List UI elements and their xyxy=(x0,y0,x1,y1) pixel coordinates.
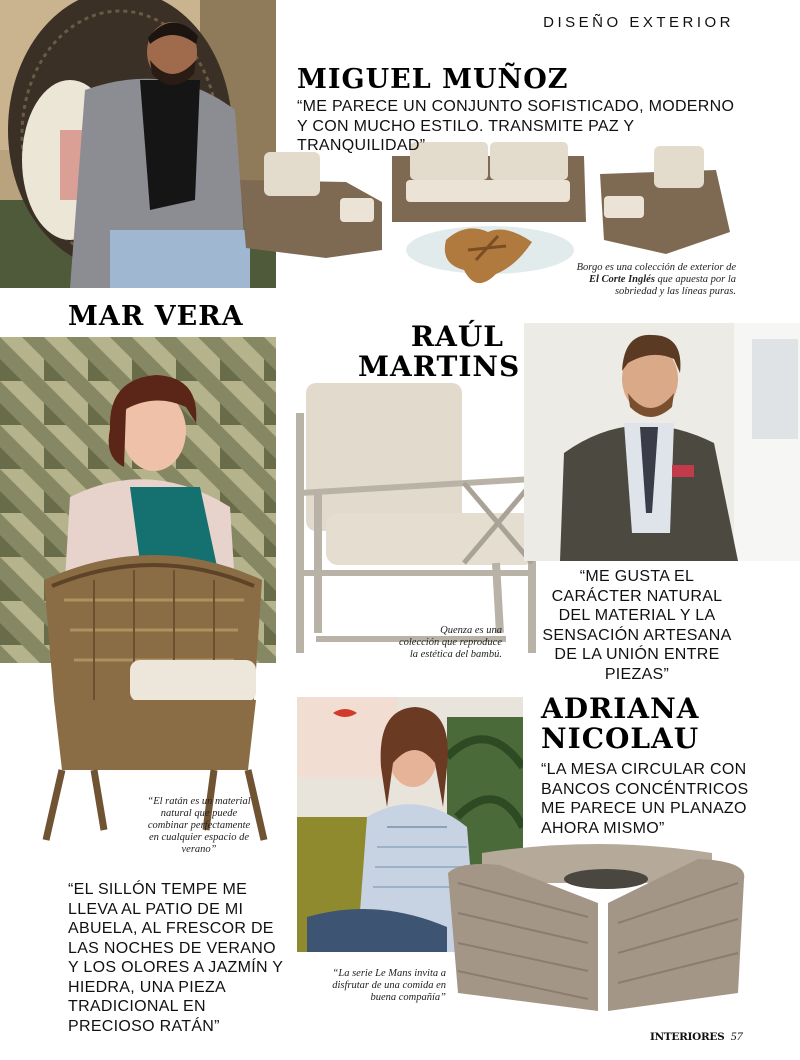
raul-martins-photo xyxy=(524,323,800,561)
miguel-munoz-name: MIGUEL MUÑOZ xyxy=(297,64,569,95)
miguel-munoz-photo xyxy=(0,0,276,288)
adriana-nicolau-name xyxy=(541,694,699,754)
magazine-name: INTERIORES xyxy=(650,1031,725,1043)
adriana-nicolau-quote: “LA MESA CIRCULAR CON BANCOS CONCÉNTRICOS ME PARECE UN PLANAZO AHORA MISMO” xyxy=(541,761,749,837)
mar-vera-quote: “EL SILLÓN TEMPE ME LLEVA AL PATIO DE MI ABUELA, AL FRESCOR DE LAS NOCHES DE VERANO Y LOS OLORES A JAZMÍN Y HIEDRA, UNA PIEZA TRADICIONAL EN PRECIOSO RATÁN” xyxy=(68,881,283,1035)
le-mans-round-table-photo xyxy=(448,843,748,1013)
adriana-nicolau-name-line2: NICOLAU xyxy=(541,722,700,755)
raul-martins-name xyxy=(358,320,521,383)
ratan-caption: “El ratán es un material natural que puede combinar perfectamente en cualquier espacio de verano” xyxy=(147,796,251,855)
le-mans-caption: “La serie Le Mans invita a disfrutar de una comida en buena compañía” xyxy=(332,968,446,1003)
borgo-caption: Borgo es una colección de exterior de El Corte Inglés que apuesta por la sobriedad y las líneas puras. xyxy=(576,262,736,297)
quenza-caption: Quenza es una colección que reproduce la estética del bambú. xyxy=(398,625,502,660)
raul-martins-name-line2: MARTINS xyxy=(358,350,521,383)
raul-martins-quote: “ME GUSTA EL CARÁCTER NATURAL DEL MATERIAL Y LA SENSACIÓN ARTESANA DE LA UNIÓN ENTRE PIEZAS” xyxy=(542,568,732,683)
miguel-munoz-quote: “ME PARECE UN CONJUNTO SOFISTICADO, MODERNO Y CON MUCHO ESTILO. TRANSMITE PAZ Y TRANQUILIDAD” xyxy=(297,98,735,154)
section-header: DISEÑO EXTERIOR xyxy=(543,14,734,31)
mar-vera-name: MAR VERA xyxy=(68,301,244,332)
page-footer xyxy=(650,1029,743,1044)
quenza-bamboo-chair-photo xyxy=(296,383,540,659)
page-number: 57 xyxy=(730,1029,743,1043)
raul-martins-name-line1: RAÚL xyxy=(410,320,504,353)
adriana-nicolau-name-line1: ADRIANA xyxy=(541,692,700,725)
